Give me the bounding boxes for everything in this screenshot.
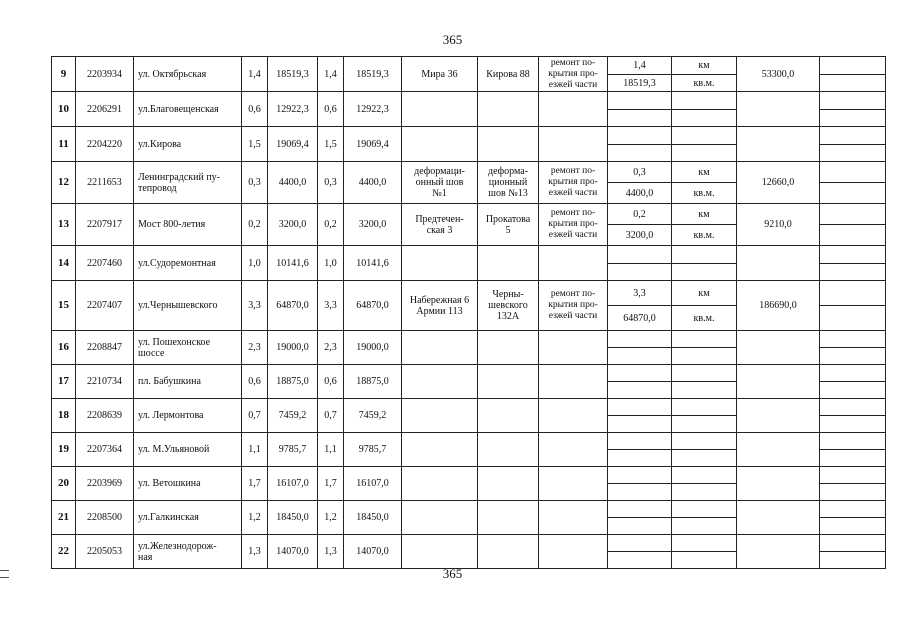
street-name: ул. М.Ульяновой	[134, 433, 242, 467]
cell-area2: 19069,4	[344, 127, 402, 162]
cell-len1: 0,3	[242, 162, 268, 204]
cost	[737, 246, 820, 281]
cell-area1: 19000,0	[268, 331, 318, 365]
table-row	[52, 467, 886, 484]
extra-cell	[820, 450, 886, 467]
extra-cell	[820, 92, 886, 110]
extra-cell	[820, 246, 886, 264]
unit-km	[672, 535, 737, 552]
cell-area1: 10141,6	[268, 246, 318, 281]
cell-no: 11	[52, 127, 76, 162]
length-km	[608, 433, 672, 450]
length-km: 0,3	[608, 162, 672, 183]
street-name: ул.Галкинская	[134, 501, 242, 535]
cell-len1: 3,3	[242, 281, 268, 331]
cell-area2: 18450,0	[344, 501, 402, 535]
table-row	[52, 501, 886, 518]
from-address	[402, 365, 478, 399]
street-name: Мост 800-летия	[134, 204, 242, 246]
cell-len1: 1,4	[242, 57, 268, 92]
cell-len2: 2,3	[318, 331, 344, 365]
unit-km	[672, 467, 737, 484]
work-type	[539, 331, 608, 365]
cell-len2: 1,3	[318, 535, 344, 569]
area-sqm	[608, 110, 672, 127]
cell-code: 2203934	[76, 57, 134, 92]
unit-km: км	[672, 281, 737, 306]
cell-len1: 0,6	[242, 92, 268, 127]
extra-cell	[820, 127, 886, 145]
to-address	[478, 535, 539, 569]
table-row	[52, 365, 886, 382]
street-name: ул. Пошехонское шоссе	[134, 331, 242, 365]
work-type: ремонт по- крытия про- езжей части	[539, 162, 608, 204]
from-address: деформаци- онный шов №1	[402, 162, 478, 204]
area-sqm	[608, 416, 672, 433]
unit-sqm	[672, 145, 737, 162]
street-name: ул. Ветошкина	[134, 467, 242, 501]
from-address: Предтечен- ская 3	[402, 204, 478, 246]
cell-no: 16	[52, 331, 76, 365]
cell-len2: 1,0	[318, 246, 344, 281]
cell-code: 2207407	[76, 281, 134, 331]
cell-code: 2207460	[76, 246, 134, 281]
table-row	[52, 331, 886, 348]
cost: 53300,0	[737, 57, 820, 92]
to-address	[478, 246, 539, 281]
from-address	[402, 433, 478, 467]
cell-len2: 0,6	[318, 365, 344, 399]
unit-sqm: кв.м.	[672, 75, 737, 92]
extra-cell	[820, 484, 886, 501]
unit-sqm	[672, 382, 737, 399]
area-sqm	[608, 348, 672, 365]
extra-cell	[820, 467, 886, 484]
table-row	[52, 127, 886, 145]
unit-sqm	[672, 348, 737, 365]
unit-sqm	[672, 484, 737, 501]
cell-code: 2207364	[76, 433, 134, 467]
cost	[737, 535, 820, 569]
cost	[737, 399, 820, 433]
cell-area1: 16107,0	[268, 467, 318, 501]
unit-km: км	[672, 57, 737, 75]
extra-cell	[820, 110, 886, 127]
to-address: деформа- ционный шов №13	[478, 162, 539, 204]
length-km	[608, 127, 672, 145]
extra-cell	[820, 225, 886, 246]
cell-area1: 9785,7	[268, 433, 318, 467]
length-km	[608, 331, 672, 348]
to-address: Кирова 88	[478, 57, 539, 92]
from-address: Мира 36	[402, 57, 478, 92]
cell-no: 10	[52, 92, 76, 127]
cell-len2: 1,1	[318, 433, 344, 467]
street-name: ул. Лермонтова	[134, 399, 242, 433]
length-km	[608, 399, 672, 416]
extra-cell	[820, 331, 886, 348]
cost	[737, 92, 820, 127]
extra-cell	[820, 281, 886, 306]
cell-no: 17	[52, 365, 76, 399]
cell-len2: 3,3	[318, 281, 344, 331]
page-number-top: 365	[442, 32, 463, 47]
cell-len2: 0,3	[318, 162, 344, 204]
from-address: Набережная 6 Армии 113	[402, 281, 478, 331]
cell-code: 2208847	[76, 331, 134, 365]
area-sqm: 3200,0	[608, 225, 672, 246]
extra-cell	[820, 75, 886, 92]
to-address	[478, 127, 539, 162]
cell-no: 22	[52, 535, 76, 569]
cell-len2: 0,7	[318, 399, 344, 433]
table-row	[52, 433, 886, 450]
unit-sqm	[672, 110, 737, 127]
length-km	[608, 246, 672, 264]
cell-len1: 1,3	[242, 535, 268, 569]
road-repair-table	[51, 56, 886, 569]
cell-area2: 10141,6	[344, 246, 402, 281]
extra-cell	[820, 416, 886, 433]
unit-sqm: кв.м.	[672, 225, 737, 246]
area-sqm	[608, 264, 672, 281]
street-name: ул. Октябрьская	[134, 57, 242, 92]
unit-km	[672, 92, 737, 110]
table-row	[52, 57, 886, 75]
to-address: Черны- шевского 132А	[478, 281, 539, 331]
length-km: 1,4	[608, 57, 672, 75]
cost: 186690,0	[737, 281, 820, 331]
cell-area2: 16107,0	[344, 467, 402, 501]
from-address	[402, 501, 478, 535]
length-km	[608, 535, 672, 552]
area-sqm: 64870,0	[608, 306, 672, 331]
extra-cell	[820, 433, 886, 450]
extra-cell	[820, 501, 886, 518]
length-km	[608, 467, 672, 484]
cell-no: 14	[52, 246, 76, 281]
street-name: ул.Судоремонтная	[134, 246, 242, 281]
cell-area2: 7459,2	[344, 399, 402, 433]
cell-len2: 1,4	[318, 57, 344, 92]
table-row	[52, 162, 886, 183]
cell-area2: 4400,0	[344, 162, 402, 204]
from-address	[402, 127, 478, 162]
to-address	[478, 331, 539, 365]
work-type	[539, 246, 608, 281]
unit-sqm: кв.м.	[672, 306, 737, 331]
cost	[737, 467, 820, 501]
cost: 9210,0	[737, 204, 820, 246]
extra-cell	[820, 306, 886, 331]
work-type: ремонт по- крытия про- езжей части	[539, 204, 608, 246]
street-name: ул.Благовещенская	[134, 92, 242, 127]
table-row	[52, 535, 886, 552]
street-name: пл. Бабушкина	[134, 365, 242, 399]
cell-no: 20	[52, 467, 76, 501]
extra-cell	[820, 183, 886, 204]
cell-area2: 9785,7	[344, 433, 402, 467]
length-km	[608, 365, 672, 382]
cell-code: 2205053	[76, 535, 134, 569]
length-km: 0,2	[608, 204, 672, 225]
work-type	[539, 365, 608, 399]
cell-area1: 4400,0	[268, 162, 318, 204]
cost: 12660,0	[737, 162, 820, 204]
cell-len1: 0,7	[242, 399, 268, 433]
cell-area2: 18875,0	[344, 365, 402, 399]
cell-len1: 0,2	[242, 204, 268, 246]
from-address	[402, 399, 478, 433]
street-name: ул.Железнодорож- ная	[134, 535, 242, 569]
cell-len1: 1,2	[242, 501, 268, 535]
cell-area2: 19000,0	[344, 331, 402, 365]
cell-area1: 64870,0	[268, 281, 318, 331]
table-row	[52, 92, 886, 110]
cell-no: 15	[52, 281, 76, 331]
cell-len1: 1,1	[242, 433, 268, 467]
cost	[737, 365, 820, 399]
to-address	[478, 399, 539, 433]
unit-km: км	[672, 162, 737, 183]
cell-area2: 64870,0	[344, 281, 402, 331]
cell-len2: 1,7	[318, 467, 344, 501]
from-address	[402, 331, 478, 365]
to-address	[478, 365, 539, 399]
cell-len2: 0,6	[318, 92, 344, 127]
extra-cell	[820, 382, 886, 399]
area-sqm	[608, 518, 672, 535]
to-address	[478, 433, 539, 467]
unit-km	[672, 365, 737, 382]
cell-code: 2204220	[76, 127, 134, 162]
work-type: ремонт по- крытия про- езжей части	[539, 281, 608, 331]
cell-no: 9	[52, 57, 76, 92]
length-km	[608, 92, 672, 110]
cell-no: 21	[52, 501, 76, 535]
cell-len1: 1,5	[242, 127, 268, 162]
cell-no: 18	[52, 399, 76, 433]
cell-len1: 0,6	[242, 365, 268, 399]
extra-cell	[820, 162, 886, 183]
from-address	[402, 92, 478, 127]
cell-area1: 14070,0	[268, 535, 318, 569]
unit-km	[672, 127, 737, 145]
street-name: ул.Кирова	[134, 127, 242, 162]
cell-area1: 18519,3	[268, 57, 318, 92]
page-number-bottom: 365	[442, 566, 463, 581]
cost	[737, 501, 820, 535]
cell-len1: 2,3	[242, 331, 268, 365]
cell-len1: 1,0	[242, 246, 268, 281]
cell-no: 19	[52, 433, 76, 467]
to-address	[478, 467, 539, 501]
area-sqm	[608, 145, 672, 162]
work-type	[539, 535, 608, 569]
work-type	[539, 433, 608, 467]
extra-cell	[820, 145, 886, 162]
table-row	[52, 399, 886, 416]
unit-km	[672, 399, 737, 416]
table-row	[52, 246, 886, 264]
cell-no: 13	[52, 204, 76, 246]
unit-sqm	[672, 264, 737, 281]
from-address	[402, 535, 478, 569]
cell-code: 2211653	[76, 162, 134, 204]
unit-km	[672, 501, 737, 518]
work-type	[539, 399, 608, 433]
cell-area2: 14070,0	[344, 535, 402, 569]
length-km: 3,3	[608, 281, 672, 306]
margin-mark	[0, 570, 9, 571]
unit-km	[672, 433, 737, 450]
cost	[737, 433, 820, 467]
area-sqm	[608, 450, 672, 467]
work-type: ремонт по- крытия про- езжей части	[539, 57, 608, 92]
unit-sqm	[672, 518, 737, 535]
from-address	[402, 467, 478, 501]
unit-km	[672, 331, 737, 348]
unit-sqm	[672, 450, 737, 467]
cost	[737, 127, 820, 162]
cell-code: 2208639	[76, 399, 134, 433]
table-row	[52, 204, 886, 225]
to-address	[478, 501, 539, 535]
cell-no: 12	[52, 162, 76, 204]
extra-cell	[820, 535, 886, 552]
cell-code: 2206291	[76, 92, 134, 127]
cell-code: 2210734	[76, 365, 134, 399]
unit-sqm: кв.м.	[672, 183, 737, 204]
extra-cell	[820, 399, 886, 416]
from-address	[402, 246, 478, 281]
cell-code: 2207917	[76, 204, 134, 246]
cell-len1: 1,7	[242, 467, 268, 501]
area-sqm: 4400,0	[608, 183, 672, 204]
table-row	[52, 281, 886, 306]
street-name: Ленинградский пу- тепровод	[134, 162, 242, 204]
cell-len2: 1,2	[318, 501, 344, 535]
to-address: Прокатова 5	[478, 204, 539, 246]
margin-mark	[0, 577, 9, 578]
extra-cell	[820, 365, 886, 382]
work-type	[539, 501, 608, 535]
cost	[737, 331, 820, 365]
unit-km: км	[672, 204, 737, 225]
extra-cell	[820, 57, 886, 75]
cell-code: 2208500	[76, 501, 134, 535]
cell-area1: 3200,0	[268, 204, 318, 246]
to-address	[478, 92, 539, 127]
cell-area1: 19069,4	[268, 127, 318, 162]
cell-len2: 0,2	[318, 204, 344, 246]
cell-area2: 12922,3	[344, 92, 402, 127]
area-sqm	[608, 484, 672, 501]
cell-area1: 18450,0	[268, 501, 318, 535]
length-km	[608, 501, 672, 518]
extra-cell	[820, 264, 886, 281]
cell-area2: 3200,0	[344, 204, 402, 246]
area-sqm	[608, 382, 672, 399]
cell-area1: 18875,0	[268, 365, 318, 399]
cell-area2: 18519,3	[344, 57, 402, 92]
unit-sqm	[672, 416, 737, 433]
work-type	[539, 92, 608, 127]
work-type	[539, 467, 608, 501]
unit-km	[672, 246, 737, 264]
cell-area1: 12922,3	[268, 92, 318, 127]
street-name: ул.Чернышевского	[134, 281, 242, 331]
area-sqm: 18519,3	[608, 75, 672, 92]
cell-area1: 7459,2	[268, 399, 318, 433]
cell-len2: 1,5	[318, 127, 344, 162]
extra-cell	[820, 518, 886, 535]
cell-code: 2203969	[76, 467, 134, 501]
extra-cell	[820, 348, 886, 365]
work-type	[539, 127, 608, 162]
extra-cell	[820, 204, 886, 225]
